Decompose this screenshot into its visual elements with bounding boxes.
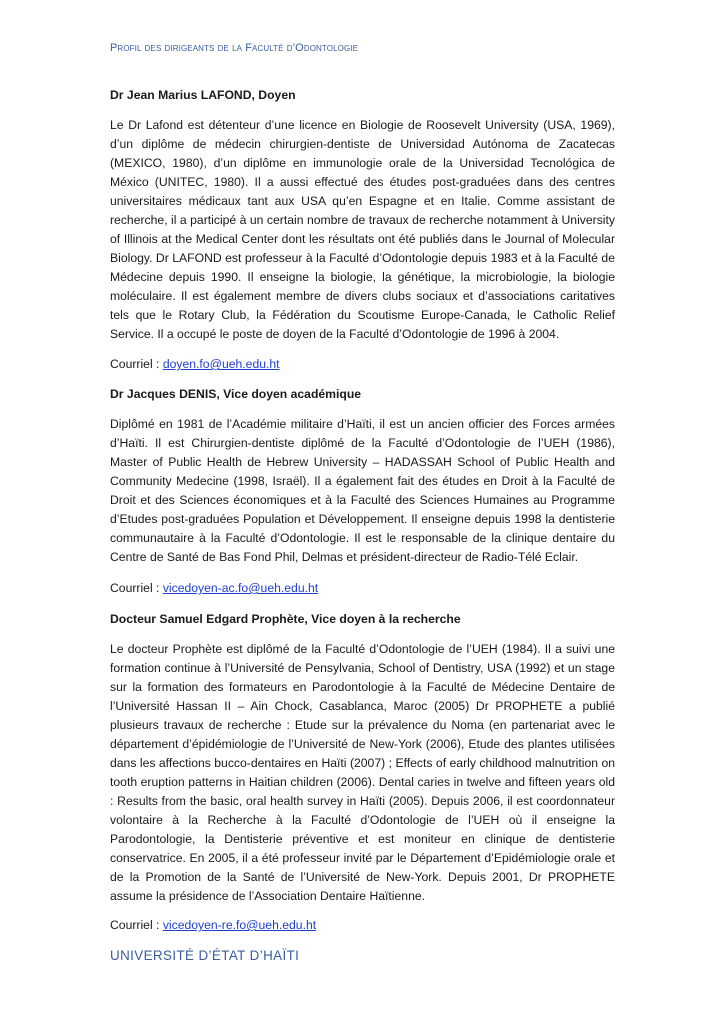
courriel-line-lafond xyxy=(110,357,280,371)
section-body-denis: Diplômé en 1981 de l’Académie militaire d’Haïti, il est un ancien officier des Forces armées d’Haïti. Il est Chirurgien-dentiste diplômé de la Faculté d’Odontologie de l’UEH (1986), Master of Public Health de Hebrew University – HADASSAH School of Public Health and Community Medecine (1998, Israël). Il a également fait des études en Droit à la Faculté de Droit et des Sciences économiques et à la Faculté des Sciences Humaines au Programme d’Etudes post-graduées Population et Développement. Il enseigne depuis 1998 la dentisterie communautaire à la Faculté d’Odontologie. Il est le responsable de la clinique dentaire du Centre de Santé de Bas Fond Phil, Delmas et président-directeur de Radio-Télé Eclair. xyxy=(110,417,615,564)
section-heading-denis: Dr Jacques DENIS, Vice doyen académique xyxy=(110,387,362,401)
courriel-label: Courriel : xyxy=(110,357,163,371)
courriel-label: Courriel : xyxy=(110,918,163,932)
courriel-line-denis xyxy=(110,581,318,595)
email-link-doyen[interactable]: doyen.fo@ueh.edu.ht xyxy=(162,357,280,371)
courriel-line-prophete xyxy=(110,918,316,932)
section-body-prophete: Le docteur Prophète est diplômé de la Faculté d’Odontologie de l’UEH (1984). Il a suivi une formation continue à l’Université de Pensylvania, School of Dentistry, USA (1992) et un stage sur la formation des formateurs en Parodontologie à la Faculté de Médecine Dentaire de l’Université Hassan II – Ain Chock, Casablanca, Maroc (2005) Dr PROPHETE a publié plusieurs travaux de recherche : Etude sur la prévalence du Noma (en partenariat avec le département d’épidémiologie de l’Université de New-York (2006), Etude des plantes utilisées dans les affections bucco-dentaires en Haïti (2007) ; Effects of early childhood malnutrition on tooth eruption patterns in Haitian children (2006). Dental caries in twelve and fifteen years old : Results from the basic, oral health survey in Haïti (2005). Depuis 2006, il est coordonnateur volontaire à la Recherche à la Faculté d’Odontologie de l’UEH où il enseigne la Parodontologie, la Dentisterie préventive et est moniteur en clinique de dentisterie conservatrice. En 2005, il a été professeur invité par le Département d’Epidémiologie orale et de la Promotion de la Santé de l’Université de New-York. Depuis 2001, Dr PROPHETE assume la présidence de l’Association Dentaire Haïtienne. xyxy=(110,642,615,903)
section-body-lafond: Le Dr Lafond est détenteur d’une licence en Biologie de Roosevelt University (USA, 1969), d’un diplôme de médecin chirurgien-dentiste de Universidad Autónoma de Zacatecas (MEXICO, 1980), d’un diplôme en immunologie orale de la Universidad Tecnológica de México (UNITEC, 1980). Il a aussi effectué des études post-graduées dans des centres universitaires médicaux tant aux USA qu’en Espagne et en Italie. Comme assistant de recherche, il a participé à un certain nombre de travaux de recherche notamment à University of Illinois at the Medical Center dont les résultats ont été publiés dans le Journal of Molecular Biology. Dr LAFOND est professeur à la Faculté d’Odontologie depuis 1983 et à la Faculté de Médecine depuis 1990. Il enseigne la biologie, la génétique, la microbiologie, la biologie moléculaire. Il est également membre de divers clubs sociaux et d’associations caritatives tels que le Rotary Club, la Fédération du Scoutisme Europe-Canada, le Catholic Relief Service. Il a occupé le poste de doyen de la Faculté d’Odontologie de 1996 à 2004. xyxy=(110,118,615,341)
email-link-vicedoyen-ac[interactable]: vicedoyen-ac.fo@ueh.edu.ht xyxy=(162,581,319,595)
section-heading-lafond: Dr Jean Marius LAFOND, Doyen xyxy=(110,88,296,102)
page-header-title: Profil des dirigeants de la Faculté d’Odontologie xyxy=(110,42,359,54)
email-link-vicedoyen-re[interactable]: vicedoyen-re.fo@ueh.edu.ht xyxy=(162,918,317,932)
courriel-label: Courriel : xyxy=(110,581,163,595)
section-heading-prophete: Docteur Samuel Edgard Prophète, Vice doyen à la recherche xyxy=(110,612,461,626)
footer-university-title: UNIVERSITÉ D’ÉTAT D’HAÏTI xyxy=(110,948,300,963)
